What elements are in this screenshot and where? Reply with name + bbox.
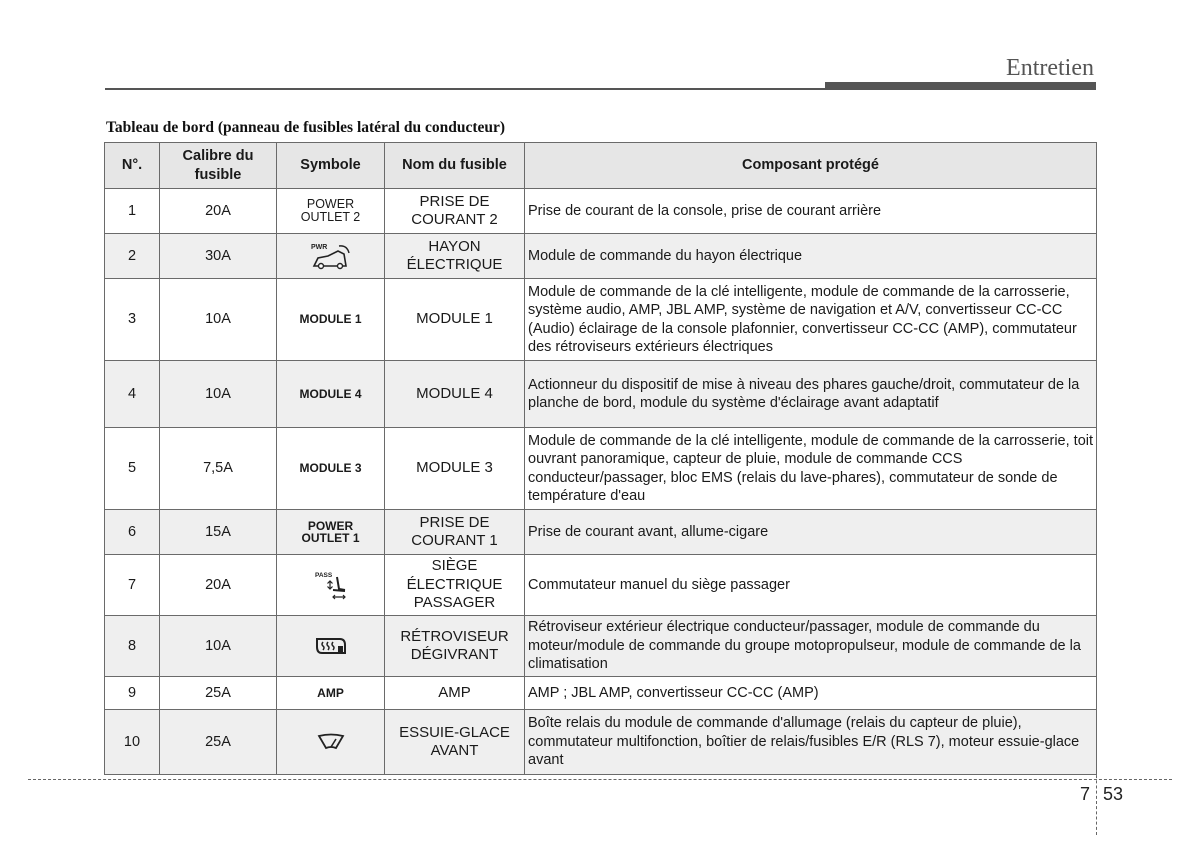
cell-number: 8 [105, 616, 160, 677]
cell-symbol [277, 234, 385, 279]
cell-symbol [277, 428, 385, 510]
cell-fuse-name: AMP [385, 677, 525, 710]
cell-rating: 15A [160, 510, 277, 555]
fuse-name-line1: PRISE DE [419, 192, 490, 210]
table-row [105, 428, 1097, 510]
cell-symbol [277, 555, 385, 616]
symbol-text: MODULE 1 [299, 312, 362, 327]
fuse-name-line2: COURANT 2 [411, 211, 498, 228]
cell-symbol [277, 361, 385, 428]
fuse-name-line2: ÉLECTRIQUE [406, 256, 503, 273]
cell-component: Boîte relais du module de commande d'allumage (relais du capteur de pluie), commutateur multifonction, boîtier de relais/fusibles E/R (RLS 7), moteur essuie-glace avant [525, 710, 1097, 775]
fuse-name-line2: COURANT 1 [411, 532, 498, 549]
cell-fuse-name: MODULE 1 [385, 279, 525, 361]
symbol-text-line1: POWER [306, 197, 355, 211]
table-row [105, 677, 1097, 710]
table-row [105, 279, 1097, 361]
symbol-text-line1: POWER [307, 519, 354, 533]
cell-symbol [277, 616, 385, 677]
cell-number: 3 [105, 279, 160, 361]
chapter-number: 7 [1080, 784, 1091, 804]
column-header-symbol: Symbole [277, 143, 385, 189]
column-header-fuse-name: Nom du fusible [385, 143, 525, 189]
front-wiper-icon [316, 732, 346, 752]
cell-fuse-name [385, 189, 525, 234]
cell-fuse-name [385, 234, 525, 279]
cell-fuse-name: MODULE 4 [385, 361, 525, 428]
svg-text:PASS: PASS [314, 572, 332, 579]
mirror-defroster-icon [314, 635, 348, 657]
cell-number: 6 [105, 510, 160, 555]
column-header-number: N°. [105, 143, 160, 189]
table-row [105, 555, 1097, 616]
cell-component: Actionneur du dispositif de mise à niveau des phares gauche/droit, commutateur de la planche de bord, module du système d'éclairage avant adaptatif [525, 361, 1097, 428]
cell-rating: 7,5A [160, 428, 277, 510]
fuse-name-line2: ÉLECTRIQUE [406, 575, 503, 593]
fuse-name-line1: RÉTROVISEUR [400, 627, 509, 645]
symbol-text-line2: OUTLET 2 [300, 210, 361, 224]
header-rule [105, 88, 825, 90]
cell-rating: 10A [160, 361, 277, 428]
chapter-header-title: Entretien [1006, 55, 1094, 81]
fuse-table [104, 142, 1097, 775]
table-row [105, 510, 1097, 555]
table-row [105, 616, 1097, 677]
cell-number: 9 [105, 677, 160, 710]
symbol-text: MODULE 4 [299, 386, 362, 401]
table-header-row [105, 143, 1097, 189]
cell-component: AMP ; JBL AMP, convertisseur CC-CC (AMP) [525, 677, 1097, 710]
fuse-name-line3: PASSAGER [413, 594, 496, 612]
symbol-text: AMP [317, 685, 344, 700]
cell-rating: 25A [160, 677, 277, 710]
fuse-name-line1: HAYON [428, 237, 481, 255]
cell-component: Rétroviseur extérieur électrique conducteur/passager, module de commande du moteur/module de commande du groupe motopropulseur, module de commande de la climatisation [525, 616, 1097, 677]
cell-fuse-name [385, 510, 525, 555]
cell-symbol [277, 510, 385, 555]
fuse-name-line1: PRISE DE [419, 513, 490, 531]
cell-rating: 20A [160, 555, 277, 616]
power-tailgate-icon [308, 240, 354, 272]
cell-number: 1 [105, 189, 160, 234]
cell-number: 10 [105, 710, 160, 775]
fuse-name-line2: DÉGIVRANT [410, 646, 499, 663]
cell-number: 2 [105, 234, 160, 279]
cell-fuse-name [385, 710, 525, 775]
symbol-text-line2: OUTLET 1 [301, 531, 360, 545]
table-row [105, 189, 1097, 234]
power-seat-icon [311, 569, 351, 601]
cell-rating: 10A [160, 279, 277, 361]
cell-number: 4 [105, 361, 160, 428]
cell-rating: 25A [160, 710, 277, 775]
fuse-name-line1: ESSUIE-GLACE [399, 723, 510, 741]
cell-component: Prise de courant avant, allume-cigare [525, 510, 1097, 555]
column-header-rating: Calibre du fusible [160, 143, 277, 189]
cell-fuse-name [385, 555, 525, 616]
cell-rating: 10A [160, 616, 277, 677]
column-header-component: Composant protégé [525, 143, 1097, 189]
cell-number: 7 [105, 555, 160, 616]
footer-page-separator [1096, 770, 1097, 835]
cell-rating: 30A [160, 234, 277, 279]
cell-component: Prise de courant de la console, prise de courant arrière [525, 189, 1097, 234]
svg-text:PWR: PWR [310, 244, 327, 251]
cell-symbol [277, 677, 385, 710]
fuse-name-line2: AVANT [430, 742, 479, 759]
cell-symbol [277, 710, 385, 775]
section-title: Tableau de bord (panneau de fusibles latéral du conducteur) [106, 119, 506, 136]
symbol-text: MODULE 3 [299, 461, 362, 476]
footer-divider [28, 779, 1172, 780]
cell-component: Commutateur manuel du siège passager [525, 555, 1097, 616]
cell-component: Module de commande de la clé intelligente, module de commande de la carrosserie, toit ouvrant panoramique, capteur de pluie, module de commande CCS conducteur/passager, bloc EMS (relais du lave-phares), commutateur de sonde de température d'eau [525, 428, 1097, 510]
cell-symbol [277, 189, 385, 234]
cell-component: Module de commande de la clé intelligente, module de commande de la carrosserie, système audio, AMP, JBL AMP, système de navigation et A/V, convertisseur CC-CC (Audio) éclairage de la console plafonnier, convertisseur CC-CC (AMP), commutateur des rétroviseurs extérieurs électriques [525, 279, 1097, 361]
cell-fuse-name: MODULE 3 [385, 428, 525, 510]
table-row [105, 234, 1097, 279]
page-number: 53 [1103, 784, 1124, 804]
cell-fuse-name [385, 616, 525, 677]
table-row [105, 361, 1097, 428]
table-row [105, 710, 1097, 775]
fuse-name-line1: SIÈGE [431, 557, 478, 575]
header-accent-bar [825, 82, 1096, 90]
cell-rating: 20A [160, 189, 277, 234]
cell-component: Module de commande du hayon électrique [525, 234, 1097, 279]
cell-number: 5 [105, 428, 160, 510]
cell-symbol [277, 279, 385, 361]
